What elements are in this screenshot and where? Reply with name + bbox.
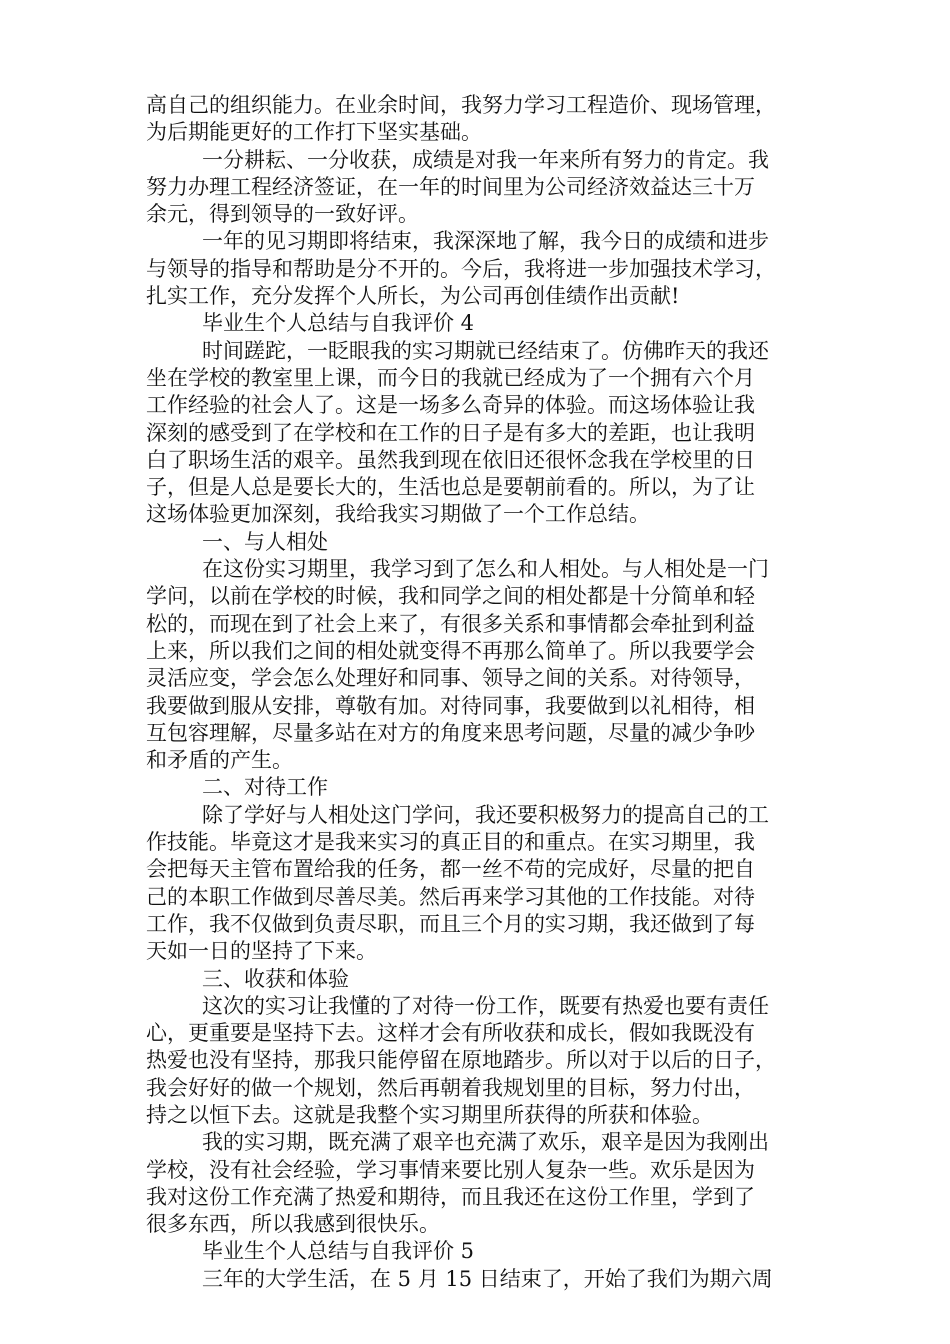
text-line: 上来，所以我们之间的相处就变得不再那么简单了。所以我要学会 [146, 638, 755, 663]
text-line: 高自己的组织能力。在业余时间，我努力学习工程造价、现场管理， [146, 93, 776, 117]
text-line: 这场体验更加深刻，我给我实习期做了一个工作总结。 [146, 502, 650, 527]
text-line: 一、与人相处 [202, 529, 328, 554]
text-line: 努力办理工程经济签证，在一年的时间里为公司经济效益达三十万 [146, 174, 755, 199]
text-line: 一年的见习期即将结束，我深深地了解，我今日的成绩和进步 [202, 229, 769, 254]
document-body [146, 92, 806, 1293]
text-line: 和矛盾的产生。 [146, 748, 293, 773]
text-line: 坐在学校的教室里上课，而今日的我就已经成为了一个拥有六个月 [146, 365, 755, 390]
text-line: 心，更重要是坚持下去。这样才会有所收获和成长，假如我既没有 [146, 1021, 755, 1046]
text-line: 三年的大学生活，在 5 月 15 日结束了，开始了我们为期六周 [202, 1266, 773, 1291]
text-line: 一分耕耘、一分收获，成绩是对我一年来所有努力的肯定。我 [202, 147, 769, 172]
text-line: 在这份实习期里，我学习到了怎么和人相处。与人相处是一门 [202, 557, 769, 582]
text-line: 会把每天主管布置给我的任务，都一丝不苟的完成好，尽量的把自 [146, 857, 755, 882]
text-line: 灵活应变，学会怎么处理好和同事、领导之间的关系。对待领导， [146, 666, 755, 691]
text-line: 时间蹉跎，一眨眼我的实习期就已经结束了。仿佛昨天的我还 [202, 338, 769, 363]
text-line: 除了学好与人相处这门学问，我还要积极努力的提高自己的工 [202, 802, 769, 827]
text-line: 互包容理解，尽量多站在对方的角度来思考问题，尽量的减少争吵 [146, 720, 755, 745]
text-line: 很多东西，所以我感到很快乐。 [146, 1212, 440, 1237]
text-line: 余元，得到领导的一致好评。 [146, 202, 419, 227]
text-line: 二、对待工作 [202, 775, 328, 800]
text-line: 学问，以前在学校的时候，我和同学之间的相处都是十分简单和轻 [146, 584, 755, 609]
text-line: 毕业生个人总结与自我评价 4 [202, 311, 475, 336]
text-line: 天如一日的坚持了下来。 [146, 939, 377, 964]
text-line: 白了职场生活的艰辛。虽然我到现在依旧还很怀念我在学校里的日 [146, 447, 755, 472]
text-line: 学校，没有社会经验，学习事情来要比别人复杂一些。欢乐是因为 [146, 1157, 755, 1182]
text-line: 毕业生个人总结与自我评价 5 [202, 1239, 475, 1264]
text-line: 我对这份工作充满了热爱和期待，而且我还在这份工作里，学到了 [146, 1184, 755, 1209]
text-line: 持之以恒下去。这就是我整个实习期里所获得的所获和体验。 [146, 1102, 713, 1127]
text-line: 工作，我不仅做到负责尽职，而且三个月的实习期，我还做到了每 [146, 911, 755, 936]
text-line: 子，但是人总是要长大的，生活也总是要朝前看的。所以，为了让 [146, 475, 755, 500]
text-line: 深刻的感受到了在学校和在工作的日子是有多大的差距，也让我明 [146, 420, 755, 445]
text-line: 与领导的指导和帮助是分不开的。今后，我将进一步加强技术学习， [146, 256, 776, 281]
text-line: 热爱也没有坚持，那我只能停留在原地踏步。所以对于以后的日子， [146, 1048, 776, 1073]
text-line: 扎实工作，充分发挥个人所长，为公司再创佳绩作出贡献! [146, 284, 680, 309]
text-line: 我要做到服从安排，尊敬有加。对待同事，我要做到以礼相待，相 [146, 693, 755, 718]
text-line: 为后期能更好的工作打下坚实基础。 [146, 120, 482, 145]
text-line: 这次的实习让我懂的了对待一份工作，既要有热爱也要有责任 [202, 993, 769, 1018]
text-line: 己的本职工作做到尽善尽美。然后再来学习其他的工作技能。对待 [146, 884, 755, 909]
text-line: 作技能。毕竟这才是我来实习的真正目的和重点。在实习期里，我 [146, 830, 755, 855]
text-line: 松的，而现在到了社会上来了，有很多关系和事情都会牵扯到利益 [146, 611, 755, 636]
text-line: 我的实习期，既充满了艰辛也充满了欢乐，艰辛是因为我刚出 [202, 1130, 769, 1155]
text-line: 三、收获和体验 [202, 966, 349, 991]
text-line: 我会好好的做一个规划，然后再朝着我规划里的目标，努力付出， [146, 1075, 755, 1100]
text-line: 工作经验的社会人了。这是一场多么奇异的体验。而这场体验让我 [146, 393, 755, 418]
